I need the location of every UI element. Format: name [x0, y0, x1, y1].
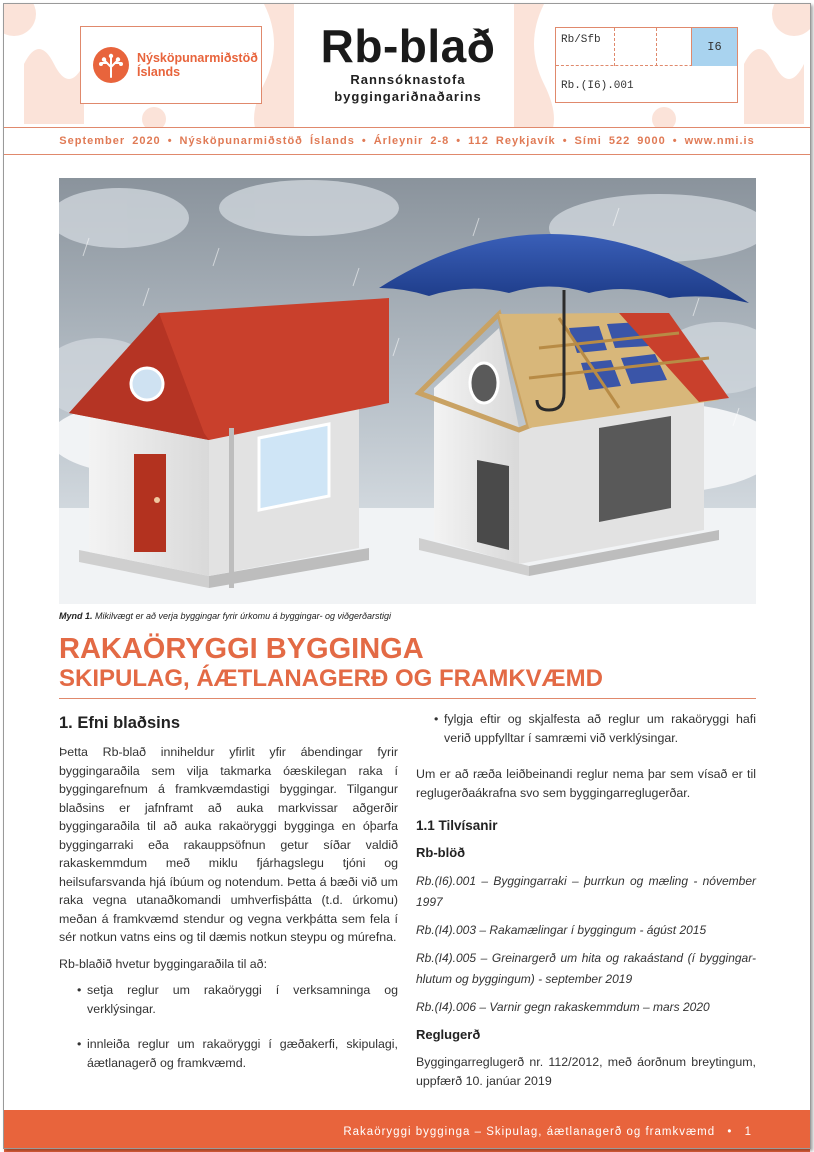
page-number: 1	[744, 1126, 752, 1138]
info-line	[4, 127, 810, 155]
brand-subtitle-line2: byggingariðnaðarins	[334, 89, 482, 104]
list-item	[59, 981, 398, 1018]
page-subtitle: SKIPULAG, ÁÆTLANAGERÐ OG FRAMKVÆMD	[59, 665, 603, 692]
info-separator: •	[456, 135, 462, 147]
footer-text	[343, 1126, 752, 1138]
intro-paragraph: Þetta Rb-blað inniheldur yfirlit yfir ábendingar fyrir byggingaraðila sem vilja takmarka óæskilegan raka í byggingarefnum á framkvæmdastigi byggingar. Tilgangur blaðsins er jafnframt að auka markvissar aðgerðir byggingaraðila til að auka rakaöryggi bygginga en óþarfa byggingarraki eða rakauppsöfnun getur síðar valdið rakaskemmdum með miklu fjárhagslegu tjóni og heilsufarsvanda hjá íbúum og notendum. Þetta á bæði við um raka vegna utanaðkomandi umhverfisþátta (t.d. úrkomu) meðan á framkvæmd stendur og vegna verkþátta sem fela í sér notkun vatns eins og til dæmis notkun steypu og múrefna.	[59, 745, 398, 944]
scope-paragraph: Um er að ræða leiðbeinandi reglur nema þar sem vísað er til reglugerðaákrafna svo sem byggingarreglugerðar.	[416, 767, 756, 800]
bullet-icon: •	[434, 712, 439, 726]
page-title: RAKAÖRYGGI BYGGINGA	[59, 633, 424, 665]
logo	[80, 26, 262, 104]
classification-code: I6	[691, 28, 737, 66]
logo-text: Nýsköpunarmiðstöð Íslands	[137, 51, 258, 79]
figure-caption	[59, 611, 391, 621]
title-divider	[59, 698, 756, 699]
bullet-icon: •	[77, 1037, 82, 1051]
reference-item: Rb.(I6).001 – Byggingarraki – þurrkun og mæling - nóvember 1997	[416, 874, 756, 909]
classification-label: Rb/Sfb	[561, 34, 601, 46]
list-item-text: fylgja eftir og skjalfesta að reglur um rakaöryggi hafi verið uppfylltar í samræmi við verklýsingar.	[444, 712, 756, 745]
bullet-list	[416, 710, 756, 747]
info-address: Árleynir 2-8	[373, 135, 450, 147]
list-item-text: innleiða reglur um rakaöryggi í gæðakerfi, skipulagi, áætlanagerð og framkvæmd.	[87, 1037, 398, 1070]
footer	[4, 1110, 810, 1152]
info-separator: •	[167, 135, 173, 147]
left-column	[59, 708, 398, 1089]
classification-box	[555, 27, 738, 103]
info-separator: •	[562, 135, 568, 147]
brand-subtitle-line1: Rannsóknastofa	[350, 72, 466, 87]
tree-logo-icon	[93, 47, 129, 83]
regulation-text: Byggingarreglugerð nr. 112/2012, með áorðnum breytingum, uppfærð 10. janúar 2019	[416, 1055, 756, 1088]
info-city: 112 Reykjavík	[468, 135, 556, 147]
lead-paragraph: Rb-blaðið hvetur byggingaraðila til að:	[59, 956, 268, 971]
reference-item: Rb.(I4).005 – Greinargerð um hita og rakaástand (í byggingar-hlutum og byggingum) - september 2019	[416, 951, 756, 986]
classification-divider	[614, 28, 615, 66]
right-column	[416, 708, 756, 1098]
classification-row	[556, 28, 737, 66]
bullet-list	[59, 981, 398, 1072]
reference-item: Rb.(I4).003 – Rakamælingar í byggingum - ágúst 2015	[416, 923, 707, 937]
brand-title: Rb-blað	[320, 20, 496, 72]
hero-illustration	[59, 178, 756, 604]
footer-separator: •	[727, 1126, 733, 1138]
info-separator: •	[672, 135, 678, 147]
document-number: Rb.(I6).001	[561, 80, 634, 92]
info-date: September 2020	[59, 135, 161, 147]
figure-caption-text: Mikilvægt er að verja byggingar fyrir úrkomu á byggingar- og viðgerðarstigi	[95, 611, 391, 621]
list-item	[416, 710, 756, 747]
bullet-icon: •	[77, 983, 82, 997]
info-org: Nýsköpunarmiðstöð Íslands	[179, 135, 355, 147]
figure-caption-label: Mynd 1.	[59, 611, 93, 621]
footer-title: Rakaöryggi bygginga – Skipulag, áætlanagerð og framkvæmd	[343, 1126, 716, 1138]
list-item-text: setja reglur um rakaöryggi í verksamninga og verklýsingar.	[87, 983, 398, 1016]
subsection-heading: 1.1 Tilvísanir	[416, 818, 498, 833]
list-item	[59, 1035, 398, 1072]
info-separator: •	[361, 135, 367, 147]
info-phone: Sími 522 9000	[574, 135, 666, 147]
section-heading: 1. Efni blaðsins	[59, 714, 181, 732]
regulation-heading: Reglugerð	[416, 1027, 481, 1042]
brand	[280, 22, 536, 104]
info-website: www.nmi.is	[684, 135, 755, 147]
reference-item: Rb.(I4).006 – Varnir gegn rakaskemmdum – mars 2020	[416, 1000, 710, 1014]
references-heading: Rb-blöð	[416, 845, 466, 860]
classification-divider	[656, 28, 657, 66]
